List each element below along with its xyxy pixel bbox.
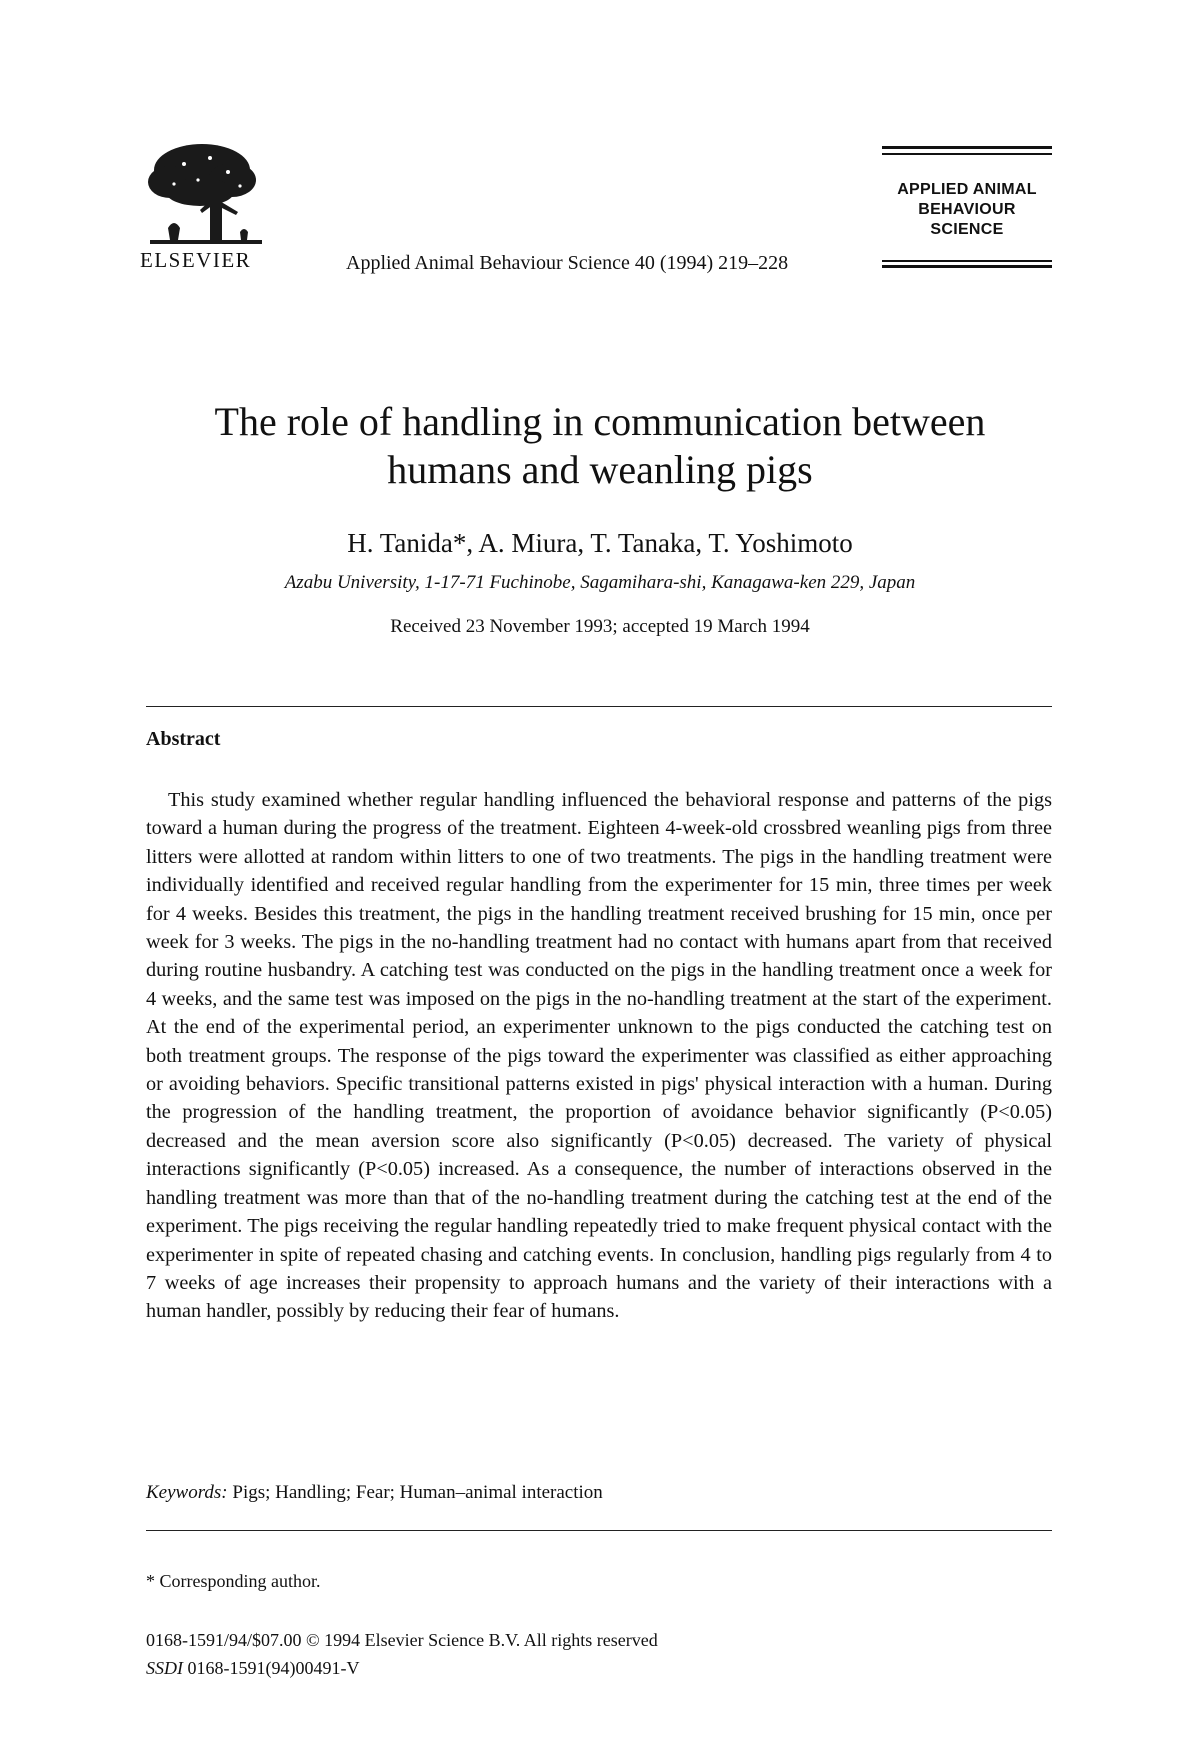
masthead-rule-bottom-thick: [882, 265, 1052, 268]
keywords-list: Pigs; Handling; Fear; Human–animal interaction: [227, 1482, 603, 1503]
journal-masthead: [882, 146, 1052, 276]
keywords: [146, 1482, 1052, 1504]
corresponding-author-footnote: * Corresponding author.: [146, 1571, 321, 1591]
journal-citation: Applied Animal Behaviour Science 40 (1994) 219–228: [346, 252, 789, 274]
divider-top: [146, 706, 1052, 707]
journal-name-line: BEHAVIOUR: [918, 201, 1016, 218]
journal-name-line: APPLIED ANIMAL: [897, 181, 1037, 198]
divider-bottom: [146, 1530, 1052, 1531]
ssdi-line: [146, 1658, 359, 1679]
authors: H. Tanida*, A. Miura, T. Tanaka, T. Yoshimoto: [347, 528, 853, 558]
tree-logo-icon: [140, 140, 270, 248]
abstract-heading: Abstract: [146, 728, 221, 750]
copyright-line: 0168-1591/94/$07.00 © 1994 Elsevier Science B.V. All rights reserved: [146, 1630, 658, 1650]
keywords-label: Keywords:: [146, 1482, 228, 1503]
received-date: Received 23 November 1993; accepted 19 March 1994: [390, 616, 810, 637]
abstract-text: This study examined whether regular handling influenced the behavioral response and patterns of the pigs toward a human during the progress of the treatment. Eighteen 4-week-old crossbred weanling pigs from three litters were allotted at random within litters to one of two treatments. The pigs in the handling treatment were individually identified and received regular handling from the experimenter for 15 min, three times per week for 4 weeks. Besides this treatment, the pigs in the handling treatment received brushing for 15 min, once per week for 3 weeks. The pigs in the no-handling treatment had no contact with humans apart from that received during routine husbandry. A catching test was conducted on the pigs in the handling treatment once a week for 4 weeks, and the same test was imposed on the pigs in the no-handling treatment at the start of the experiment. At the end of the experimental period, an experimenter unknown to the pigs conducted the catching test on both treatment groups. The response of the pigs toward the experimenter was classified as either approaching or avoiding behaviors. Specific transitional patterns existed in pigs' physical interaction with a human. During the progression of the handling treatment, the proportion of avoidance behavior significantly (P<0.05) decreased and the mean aversion score also significantly (P<0.05) decreased. The variety of physical interactions significantly (P<0.05) increased. As a consequence, the number of interactions observed in the handling treatment was more than that of the no-handling treatment during the catching test at the end of the experiment. The pigs receiving the regular handling repeatedly tried to make frequent physical contact with the experimenter in spite of repeated chasing and catching events. In conclusion, handling pigs regularly from 4 to 7 weeks of age increases their propensity to approach humans and the variety of their interactions with a human handler, possibly by reducing their fear of humans.: [146, 789, 1052, 1323]
article-title-line: The role of handling in communication between: [214, 399, 986, 444]
masthead-rule-bottom: [882, 260, 1052, 262]
affiliation: Azabu University, 1-17-71 Fuchinobe, Sagamihara-shi, Kanagawa-ken 229, Japan: [284, 572, 916, 593]
article-title: [100, 398, 1100, 494]
journal-name: [882, 180, 1052, 240]
publisher-name: ELSEVIER: [140, 248, 252, 272]
article-title-line: humans and weanling pigs: [387, 447, 813, 492]
journal-name-line: SCIENCE: [930, 221, 1004, 238]
ssdi-value: 0168-1591(94)00491-V: [183, 1658, 360, 1678]
masthead-rule-top: [882, 146, 1052, 149]
ssdi-label: SSDI: [146, 1658, 183, 1678]
masthead-rule-top-thin: [882, 153, 1052, 155]
